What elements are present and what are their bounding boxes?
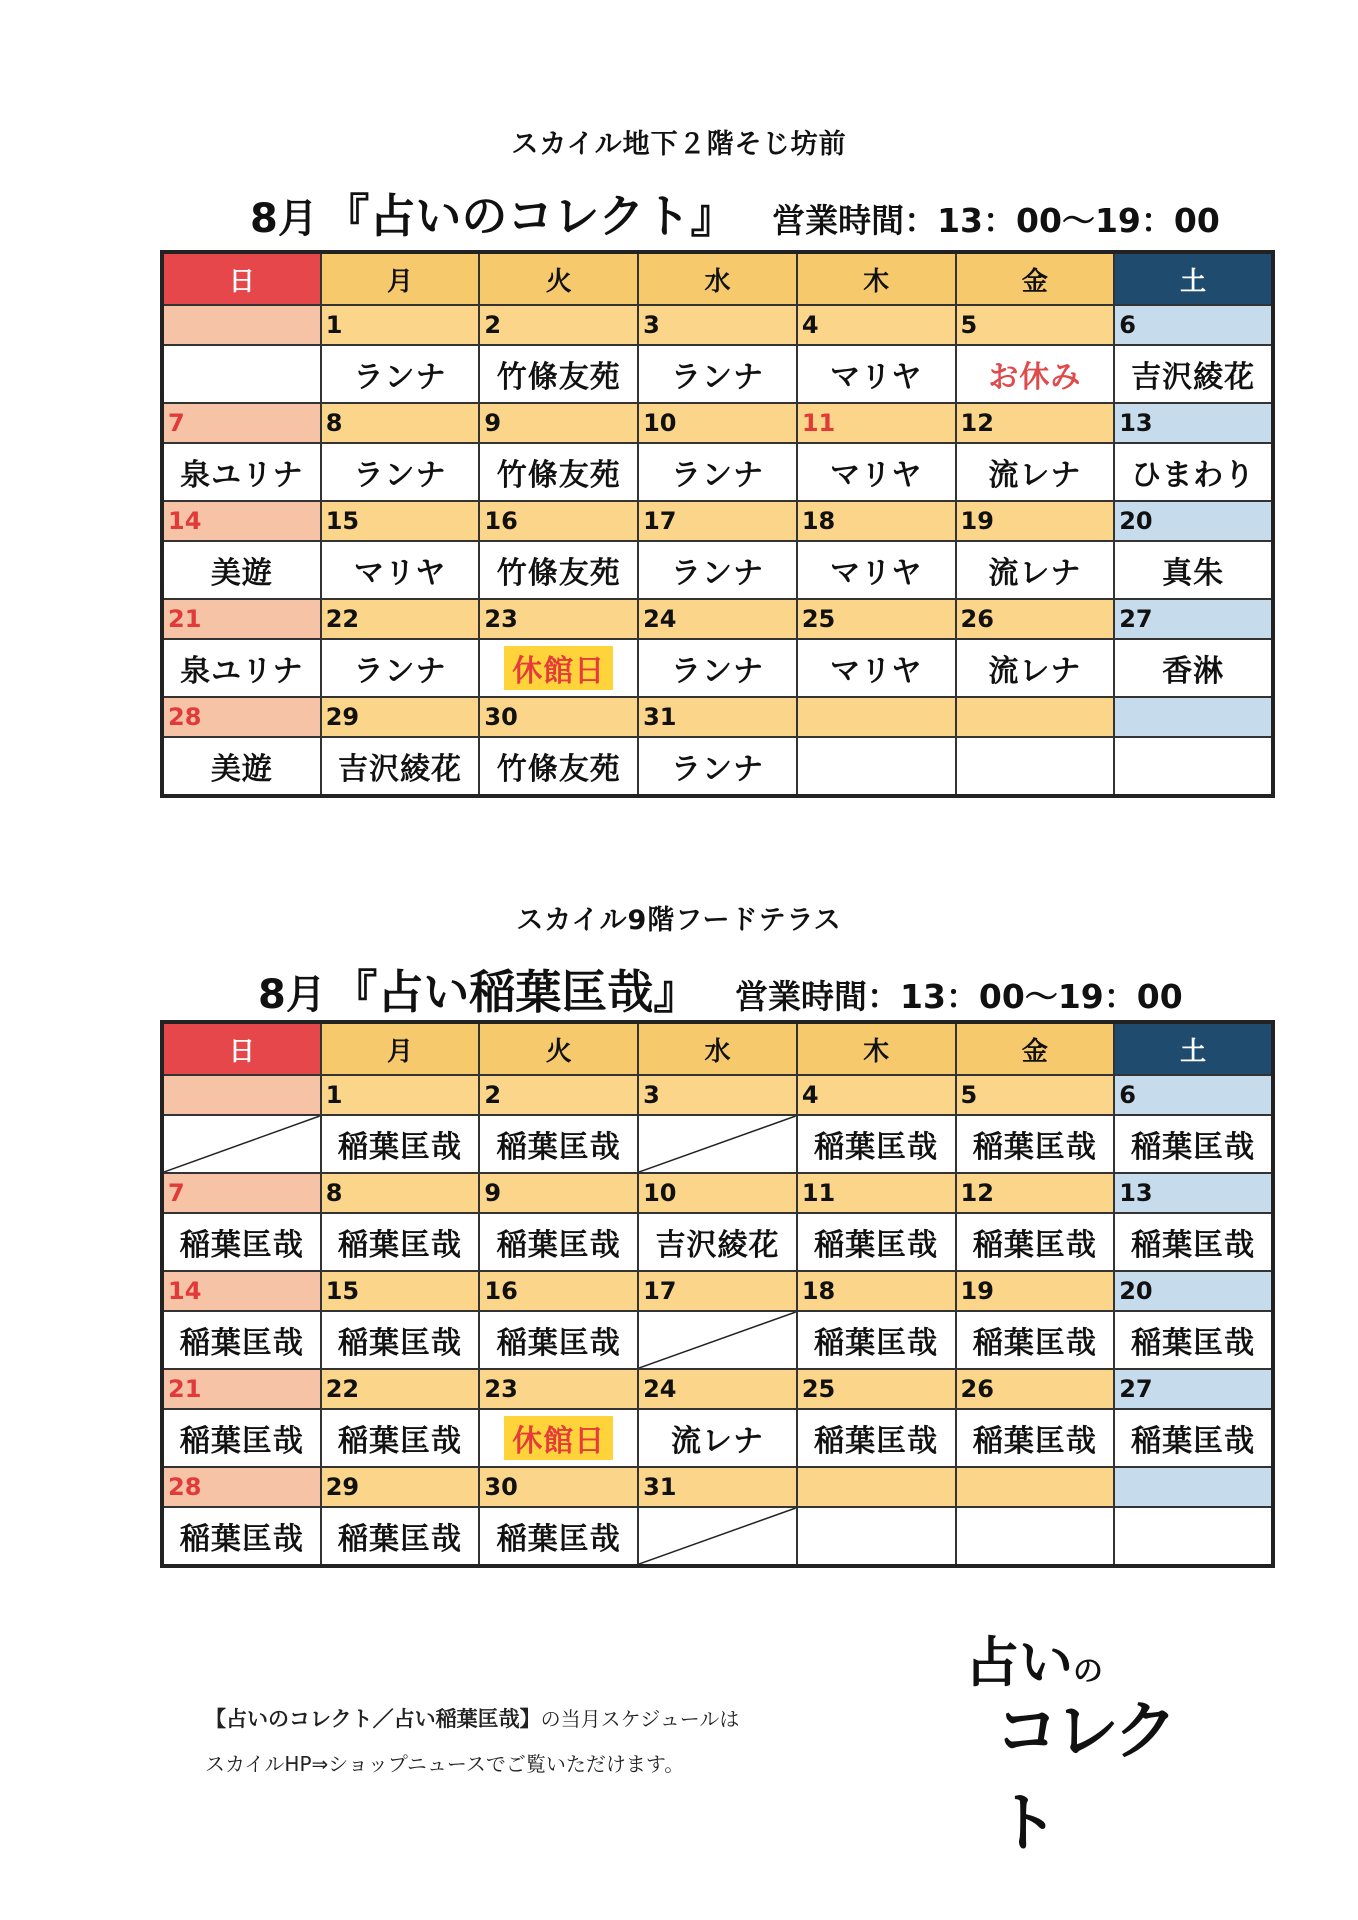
day-number: 26 xyxy=(956,1369,1115,1409)
reader-name: 竹條友苑 xyxy=(479,345,638,403)
day-number: 10 xyxy=(638,1173,797,1213)
reader-name: 香淋 xyxy=(1114,639,1273,697)
reader-name xyxy=(1114,737,1273,796)
day-number: 9 xyxy=(479,1173,638,1213)
day-number xyxy=(1114,697,1273,737)
day-number: 3 xyxy=(638,1075,797,1115)
reader-name: 稲葉匡哉 xyxy=(1114,1311,1273,1369)
day-number: 22 xyxy=(321,599,480,639)
day-number: 28 xyxy=(162,1467,321,1507)
day-number: 8 xyxy=(321,403,480,443)
day-number: 16 xyxy=(479,1271,638,1311)
schedule2-title xyxy=(258,956,1183,1022)
reader-name: ランナ xyxy=(638,639,797,697)
day-number: 24 xyxy=(638,599,797,639)
reader-name: 竹條友苑 xyxy=(479,443,638,501)
schedule1-calendar xyxy=(160,250,1275,798)
closed-day-text: 休館日 xyxy=(504,1416,613,1460)
day-number: 18 xyxy=(797,501,956,541)
weekday-header: 木 xyxy=(797,1022,956,1075)
reader-name: 稲葉匡哉 xyxy=(1114,1409,1273,1467)
weekday-header: 金 xyxy=(956,1022,1115,1075)
no-reading-slash xyxy=(638,1311,797,1369)
day-number: 23 xyxy=(479,599,638,639)
day-number: 7 xyxy=(162,1173,321,1213)
reader-name xyxy=(1114,1507,1273,1566)
reader-name: 稲葉匡哉 xyxy=(797,1115,956,1173)
reader-name: 稲葉匡哉 xyxy=(321,1115,480,1173)
reader-name: ランナ xyxy=(638,737,797,796)
day-number: 31 xyxy=(638,1467,797,1507)
day-number: 20 xyxy=(1114,501,1273,541)
day-number: 6 xyxy=(1114,1075,1273,1115)
weekday-header: 水 xyxy=(638,1022,797,1075)
day-number: 17 xyxy=(638,1271,797,1311)
day-number: 13 xyxy=(1114,403,1273,443)
reader-name xyxy=(162,345,321,403)
reader-name: ランナ xyxy=(638,345,797,403)
day-number: 10 xyxy=(638,403,797,443)
day-number: 12 xyxy=(956,403,1115,443)
weekday-header: 火 xyxy=(479,1022,638,1075)
reader-name: 流レナ xyxy=(638,1409,797,1467)
closed-day-label xyxy=(479,1409,638,1467)
schedule2-calendar xyxy=(160,1020,1275,1568)
reader-name: ランナ xyxy=(321,639,480,697)
day-number: 26 xyxy=(956,599,1115,639)
no-reading-slash xyxy=(162,1115,321,1173)
reader-name: 流レナ xyxy=(956,639,1115,697)
reader-name xyxy=(956,1507,1115,1566)
day-number xyxy=(956,1467,1115,1507)
day-number: 29 xyxy=(321,697,480,737)
day-number: 19 xyxy=(956,1271,1115,1311)
reader-name: 流レナ xyxy=(956,443,1115,501)
weekday-header: 金 xyxy=(956,252,1115,305)
day-number: 11 xyxy=(797,403,956,443)
day-number: 21 xyxy=(162,1369,321,1409)
weekday-header: 月 xyxy=(321,1022,480,1075)
reader-name: 吉沢綾花 xyxy=(321,737,480,796)
closed-day-text: 休館日 xyxy=(504,646,613,690)
reader-name: 稲葉匡哉 xyxy=(797,1311,956,1369)
reader-name: 稲葉匡哉 xyxy=(321,1409,480,1467)
day-number: 20 xyxy=(1114,1271,1273,1311)
reader-name: マリヤ xyxy=(321,541,480,599)
logo-line2: コレクト xyxy=(995,1694,1174,1861)
weekday-header: 土 xyxy=(1114,1022,1273,1075)
reader-name: 泉ユリナ xyxy=(162,639,321,697)
no-reading-slash xyxy=(638,1115,797,1173)
day-number: 5 xyxy=(956,1075,1115,1115)
reader-name: 稲葉匡哉 xyxy=(321,1311,480,1369)
day-number: 17 xyxy=(638,501,797,541)
reader-name: マリヤ xyxy=(797,541,956,599)
reader-name: お休み xyxy=(956,345,1115,403)
day-number: 29 xyxy=(321,1467,480,1507)
reader-name: 稲葉匡哉 xyxy=(479,1213,638,1271)
weekday-header: 木 xyxy=(797,252,956,305)
weekday-header: 水 xyxy=(638,252,797,305)
reader-name: ランナ xyxy=(321,345,480,403)
day-number: 7 xyxy=(162,403,321,443)
day-number xyxy=(797,1467,956,1507)
weekday-header: 土 xyxy=(1114,252,1273,305)
reader-name: 稲葉匡哉 xyxy=(321,1213,480,1271)
reader-name: 稲葉匡哉 xyxy=(321,1507,480,1566)
reader-name: 吉沢綾花 xyxy=(1114,345,1273,403)
reader-name: 真朱 xyxy=(1114,541,1273,599)
day-number: 3 xyxy=(638,305,797,345)
day-number: 31 xyxy=(638,697,797,737)
day-number: 30 xyxy=(479,1467,638,1507)
reader-name: 竹條友苑 xyxy=(479,737,638,796)
reader-name: 稲葉匡哉 xyxy=(797,1213,956,1271)
schedule2-location: スカイル9階フードテラス xyxy=(516,905,842,936)
day-number xyxy=(1114,1467,1273,1507)
no-reading-slash xyxy=(638,1507,797,1566)
reader-name: 稲葉匡哉 xyxy=(956,1213,1115,1271)
footer-line1 xyxy=(205,1703,739,1733)
day-number: 18 xyxy=(797,1271,956,1311)
day-number: 25 xyxy=(797,599,956,639)
reader-name: 美遊 xyxy=(162,737,321,796)
reader-name: マリヤ xyxy=(797,443,956,501)
reader-name: 稲葉匡哉 xyxy=(162,1409,321,1467)
day-number: 21 xyxy=(162,599,321,639)
day-number: 24 xyxy=(638,1369,797,1409)
reader-name: 稲葉匡哉 xyxy=(162,1213,321,1271)
reader-name: 稲葉匡哉 xyxy=(162,1311,321,1369)
day-number: 5 xyxy=(956,305,1115,345)
weekday-header: 日 xyxy=(162,1022,321,1075)
schedule2-hours: 営業時間：13：00〜19：00 xyxy=(735,977,1183,1016)
reader-name xyxy=(797,737,956,796)
schedule2-shop-name: 『占い稲葉匡哉』 xyxy=(331,965,700,1019)
reader-name: 稲葉匡哉 xyxy=(162,1507,321,1566)
day-number: 22 xyxy=(321,1369,480,1409)
schedule1-location: スカイル地下２階そじ坊前 xyxy=(511,129,847,160)
reader-name: ひまわり xyxy=(1114,443,1273,501)
day-number xyxy=(162,1075,321,1115)
reader-name: 流レナ xyxy=(956,541,1115,599)
reader-name xyxy=(797,1507,956,1566)
reader-name: マリヤ xyxy=(797,345,956,403)
day-number: 4 xyxy=(797,305,956,345)
day-number: 13 xyxy=(1114,1173,1273,1213)
day-number: 9 xyxy=(479,403,638,443)
reader-name xyxy=(956,737,1115,796)
reader-name: 竹條友苑 xyxy=(479,541,638,599)
day-number: 27 xyxy=(1114,1369,1273,1409)
day-number: 30 xyxy=(479,697,638,737)
reader-name: ランナ xyxy=(321,443,480,501)
schedule1-shop-name: 『占いのコレクト』 xyxy=(323,189,737,243)
day-number: 1 xyxy=(321,1075,480,1115)
collect-logo xyxy=(955,1620,1205,1861)
reader-name: 稲葉匡哉 xyxy=(479,1507,638,1566)
day-number: 16 xyxy=(479,501,638,541)
day-number: 1 xyxy=(321,305,480,345)
day-number: 12 xyxy=(956,1173,1115,1213)
day-number xyxy=(162,305,321,345)
reader-name: 稲葉匡哉 xyxy=(797,1409,956,1467)
schedule1-month: 8月 xyxy=(250,196,318,242)
day-number: 6 xyxy=(1114,305,1273,345)
weekday-header: 火 xyxy=(479,252,638,305)
day-number xyxy=(956,697,1115,737)
reader-name: 稲葉匡哉 xyxy=(1114,1115,1273,1173)
reader-name: 吉沢綾花 xyxy=(638,1213,797,1271)
schedule1-hours: 営業時間：13：00〜19：00 xyxy=(772,201,1220,240)
day-number: 28 xyxy=(162,697,321,737)
day-number: 27 xyxy=(1114,599,1273,639)
footer-shop-names: 【占いのコレクト／占い稲葉匡哉】 xyxy=(205,1707,541,1731)
day-number: 25 xyxy=(797,1369,956,1409)
reader-name: 稲葉匡哉 xyxy=(479,1115,638,1173)
footer-line1-rest: の当月スケジュールは xyxy=(540,1707,740,1731)
day-number: 19 xyxy=(956,501,1115,541)
reader-name: マリヤ xyxy=(797,639,956,697)
reader-name: 稲葉匡哉 xyxy=(956,1115,1115,1173)
day-number: 15 xyxy=(321,1271,480,1311)
reader-name: 稲葉匡哉 xyxy=(956,1311,1115,1369)
reader-name: ランナ xyxy=(638,541,797,599)
reader-name: 稲葉匡哉 xyxy=(1114,1213,1273,1271)
reader-name: 泉ユリナ xyxy=(162,443,321,501)
day-number: 4 xyxy=(797,1075,956,1115)
schedule1-title xyxy=(250,180,1220,246)
day-number: 2 xyxy=(479,305,638,345)
day-number: 14 xyxy=(162,501,321,541)
closed-day-label xyxy=(479,639,638,697)
day-number: 11 xyxy=(797,1173,956,1213)
reader-name: 美遊 xyxy=(162,541,321,599)
weekday-header: 日 xyxy=(162,252,321,305)
day-number xyxy=(797,697,956,737)
day-number: 2 xyxy=(479,1075,638,1115)
footer-line2: スカイルHP⇒ショップニュースでご覧いただけます。 xyxy=(205,1752,685,1776)
day-number: 14 xyxy=(162,1271,321,1311)
weekday-header: 月 xyxy=(321,252,480,305)
reader-name: 稲葉匡哉 xyxy=(479,1311,638,1369)
logo-line1: 占いの xyxy=(965,1630,1103,1694)
schedule2-month: 8月 xyxy=(258,972,326,1018)
reader-name: 稲葉匡哉 xyxy=(956,1409,1115,1467)
reader-name: ランナ xyxy=(638,443,797,501)
day-number: 15 xyxy=(321,501,480,541)
day-number: 23 xyxy=(479,1369,638,1409)
day-number: 8 xyxy=(321,1173,480,1213)
